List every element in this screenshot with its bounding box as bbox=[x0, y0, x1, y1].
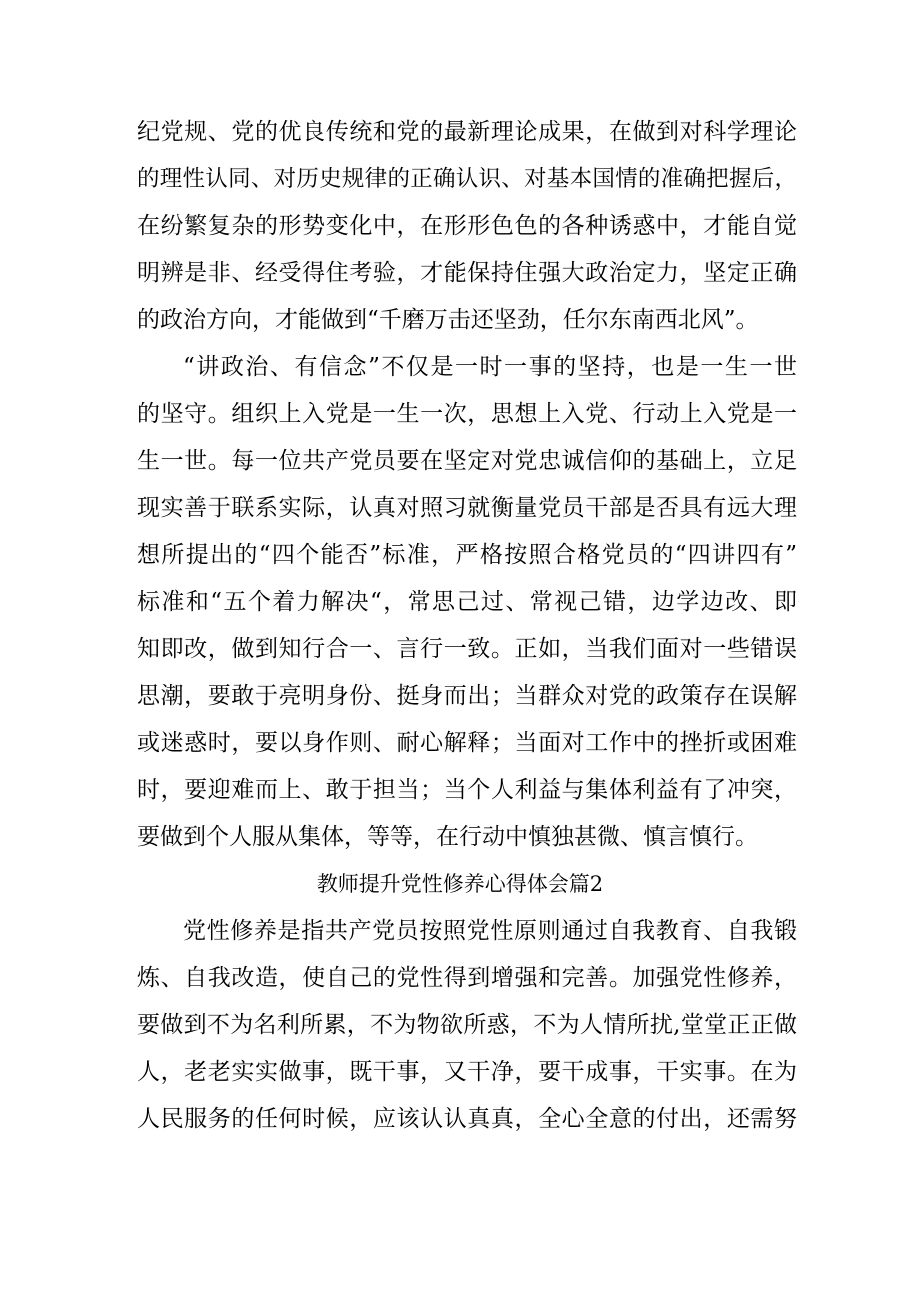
paragraph-line: 人，老老实实做事，既干事，又干净，要干成事，干实事。在为 bbox=[137, 1059, 797, 1085]
paragraph-line: 生一世。每一位共产党员要在坚定对党忠诚信仰的基础上，立足 bbox=[137, 448, 797, 474]
paragraph-line: 或迷惑时，要以身作则、耐心解释；当面对工作中的挫折或困难 bbox=[137, 730, 797, 756]
paragraph-line: 的政治方向，才能做到“千磨万击还坚劲，任尔东南西北风”。 bbox=[137, 307, 759, 333]
paragraph-line: 思潮，要敢于亮明身份、挺身而出；当群众对党的政策存在误解 bbox=[137, 683, 797, 709]
paragraph-line: “讲政治、有信念”不仅是一时一事的坚持，也是一生一世 bbox=[183, 354, 797, 380]
paragraph-line: 的理性认同、对历史规律的正确认识、对基本国情的准确把握后， bbox=[137, 166, 797, 192]
paragraph-line: 要做到个人服从集体，等等，在行动中慎独甚微、慎言慎行。 bbox=[137, 824, 758, 850]
paragraph-line: 的坚守。组织上入党是一生一次，思想上入党、行动上入党是一 bbox=[137, 401, 797, 427]
paragraph-line: 人民服务的任何时候，应该认认真真，全心全意的付出，还需努 bbox=[137, 1106, 797, 1132]
paragraph-line: 炼、自我改造，使自己的党性得到增强和完善。加强党性修养， bbox=[137, 965, 797, 991]
paragraph-line: 纪党规、党的优良传统和党的最新理论成果，在做到对科学理论 bbox=[137, 119, 797, 145]
paragraph-line: 党性修养是指共产党员按照党性原则通过自我教育、自我锻 bbox=[183, 918, 797, 944]
paragraph-line: 时，要迎难而上、敢于担当；当个人利益与集体利益有了冲突， bbox=[137, 777, 797, 803]
section-heading: 教师提升党性修养心得体会篇2 bbox=[316, 872, 604, 896]
paragraph-line: 明辨是非、经受得住考验，才能保持住强大政治定力，坚定正确 bbox=[137, 260, 797, 286]
paragraph-line: 在纷繁复杂的形势变化中，在形形色色的各种诱惑中，才能自觉 bbox=[137, 213, 797, 239]
paragraph-line: 现实善于联系实际，认真对照习就衡量党员干部是否具有远大理 bbox=[137, 495, 797, 521]
paragraph-line: 想所提出的“四个能否”标准，严格按照合格党员的“四讲四有” bbox=[137, 542, 797, 568]
paragraph-line: 要做到不为名利所累，不为物欲所惑，不为人情所扰,堂堂正正做 bbox=[137, 1012, 797, 1038]
paragraph-line: 知即改，做到知行合一、言行一致。正如，当我们面对一些错误 bbox=[137, 636, 797, 662]
paragraph-line: 标准和“五个着力解决“，常思己过、常视己错，边学边改、即 bbox=[137, 589, 797, 615]
